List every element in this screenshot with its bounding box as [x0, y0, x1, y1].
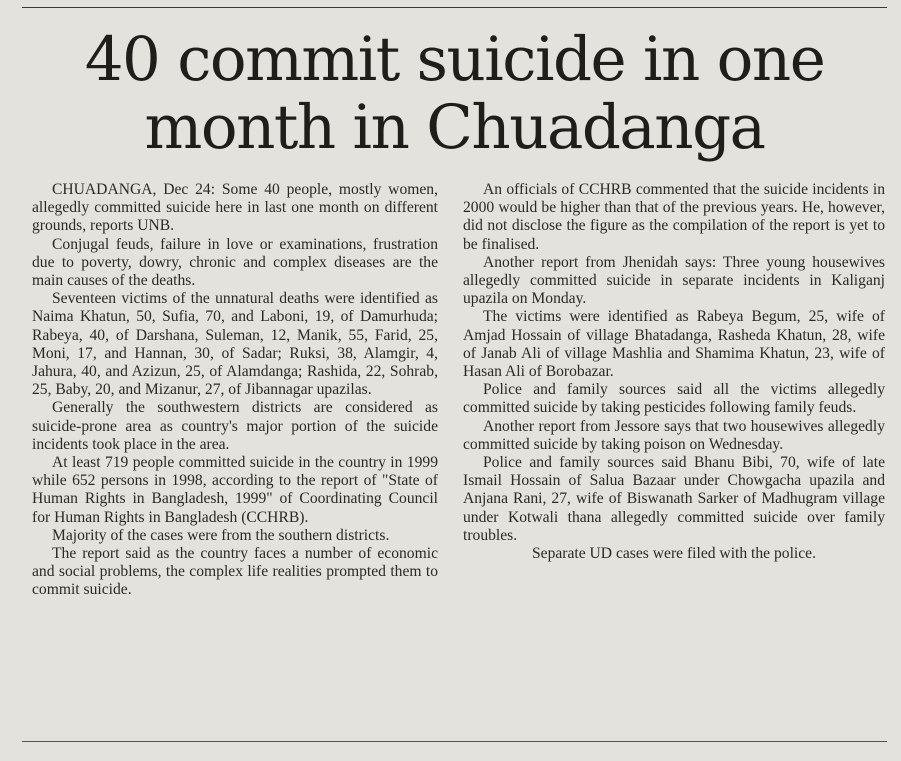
paragraph: Police and family sources said all the victims allegedly committed suicide by taking pesticides following family feuds. [463, 381, 885, 417]
headline-line-1: 40 commit suicide in one [84, 24, 825, 95]
paragraph: Another report from Jessore says that two housewives allegedly committed suicide by taking poison on Wednesday. [463, 417, 885, 453]
paragraph: CHUADANGA, Dec 24: Some 40 people, mostly women, allegedly committed suicide here in last one month on different grounds, reports UNB. [32, 181, 438, 235]
article-column-left [32, 181, 438, 600]
paragraph: Police and family sources said Bhanu Bibi, 70, wife of late Ismail Hossain of Salua Bazaar under Chowgacha upazila and Anjana Rani, 27, wife of Biswanath Sarker of Madhugram village under Kotwali thana allegedly committed suicide over family troubles. [463, 454, 885, 544]
paragraph: The report said as the country faces a number of economic and social problems, the complex life realities prompted them to commit suicide. [32, 545, 438, 599]
paragraph: Generally the southwestern districts are considered as suicide-prone area as country's major portion of the suicide incidents took place in the area. [32, 399, 438, 453]
headline-line-2: month in Chuadanga [144, 92, 765, 163]
paragraph: Separate UD cases were filed with the police. [531, 545, 817, 563]
paragraph: Another report from Jhenidah says: Three young housewives allegedly committed suicide in separate incidents in Kaliganj upazila on Monday. [463, 253, 885, 308]
headline [22, 26, 887, 162]
paragraph: Majority of the cases were from the southern districts. [52, 526, 390, 544]
paragraph: The victims were identified as Rabeya Begum, 25, wife of Amjad Hossain of village Bhatadanga, Rasheda Khatun, 28, wife of Janab Ali of village Mashlia and Shamima Khatun, 23, wife of Hasan Ali of Borobazar. [463, 308, 885, 381]
top-rule [22, 7, 887, 8]
bottom-rule [22, 741, 887, 742]
paragraph: An officials of CCHRB commented that the suicide incidents in 2000 would be higher than that of the previous years. He, however, did not disclose the figure as the compilation of the report is yet to be finalised. [463, 181, 885, 253]
paragraph: At least 719 people committed suicide in the country in 1999 while 652 persons in 1998, according to the report of "State of Human Rights in Bangladesh, 1999" of Coordinating Council for Human Rights in Bangladesh (CCHRB). [32, 454, 438, 526]
paragraph: Seventeen victims of the unnatural deaths were identified as Naima Khatun, 50, Sufia, 70, and Laboni, 19, of Damurhuda; Rabeya, 40, of Darshana, Suleman, 12, Manik, 55, Farid, 25, Moni, 17, and Hannan, 30, of Sadar; Ruksi, 38, Alamgir, 4, Jahura, 40, and Azizun, 25, of Alamdanga; Rashida, 22, Sohrab, 25, Baby, 20, and Mizanur, 27, of Jibannagar upazilas. [32, 290, 438, 399]
article-column-right [463, 181, 885, 563]
paragraph: Conjugal feuds, failure in love or examinations, frustration due to poverty, dowry, chronic and complex diseases are the main causes of the deaths. [32, 235, 438, 290]
